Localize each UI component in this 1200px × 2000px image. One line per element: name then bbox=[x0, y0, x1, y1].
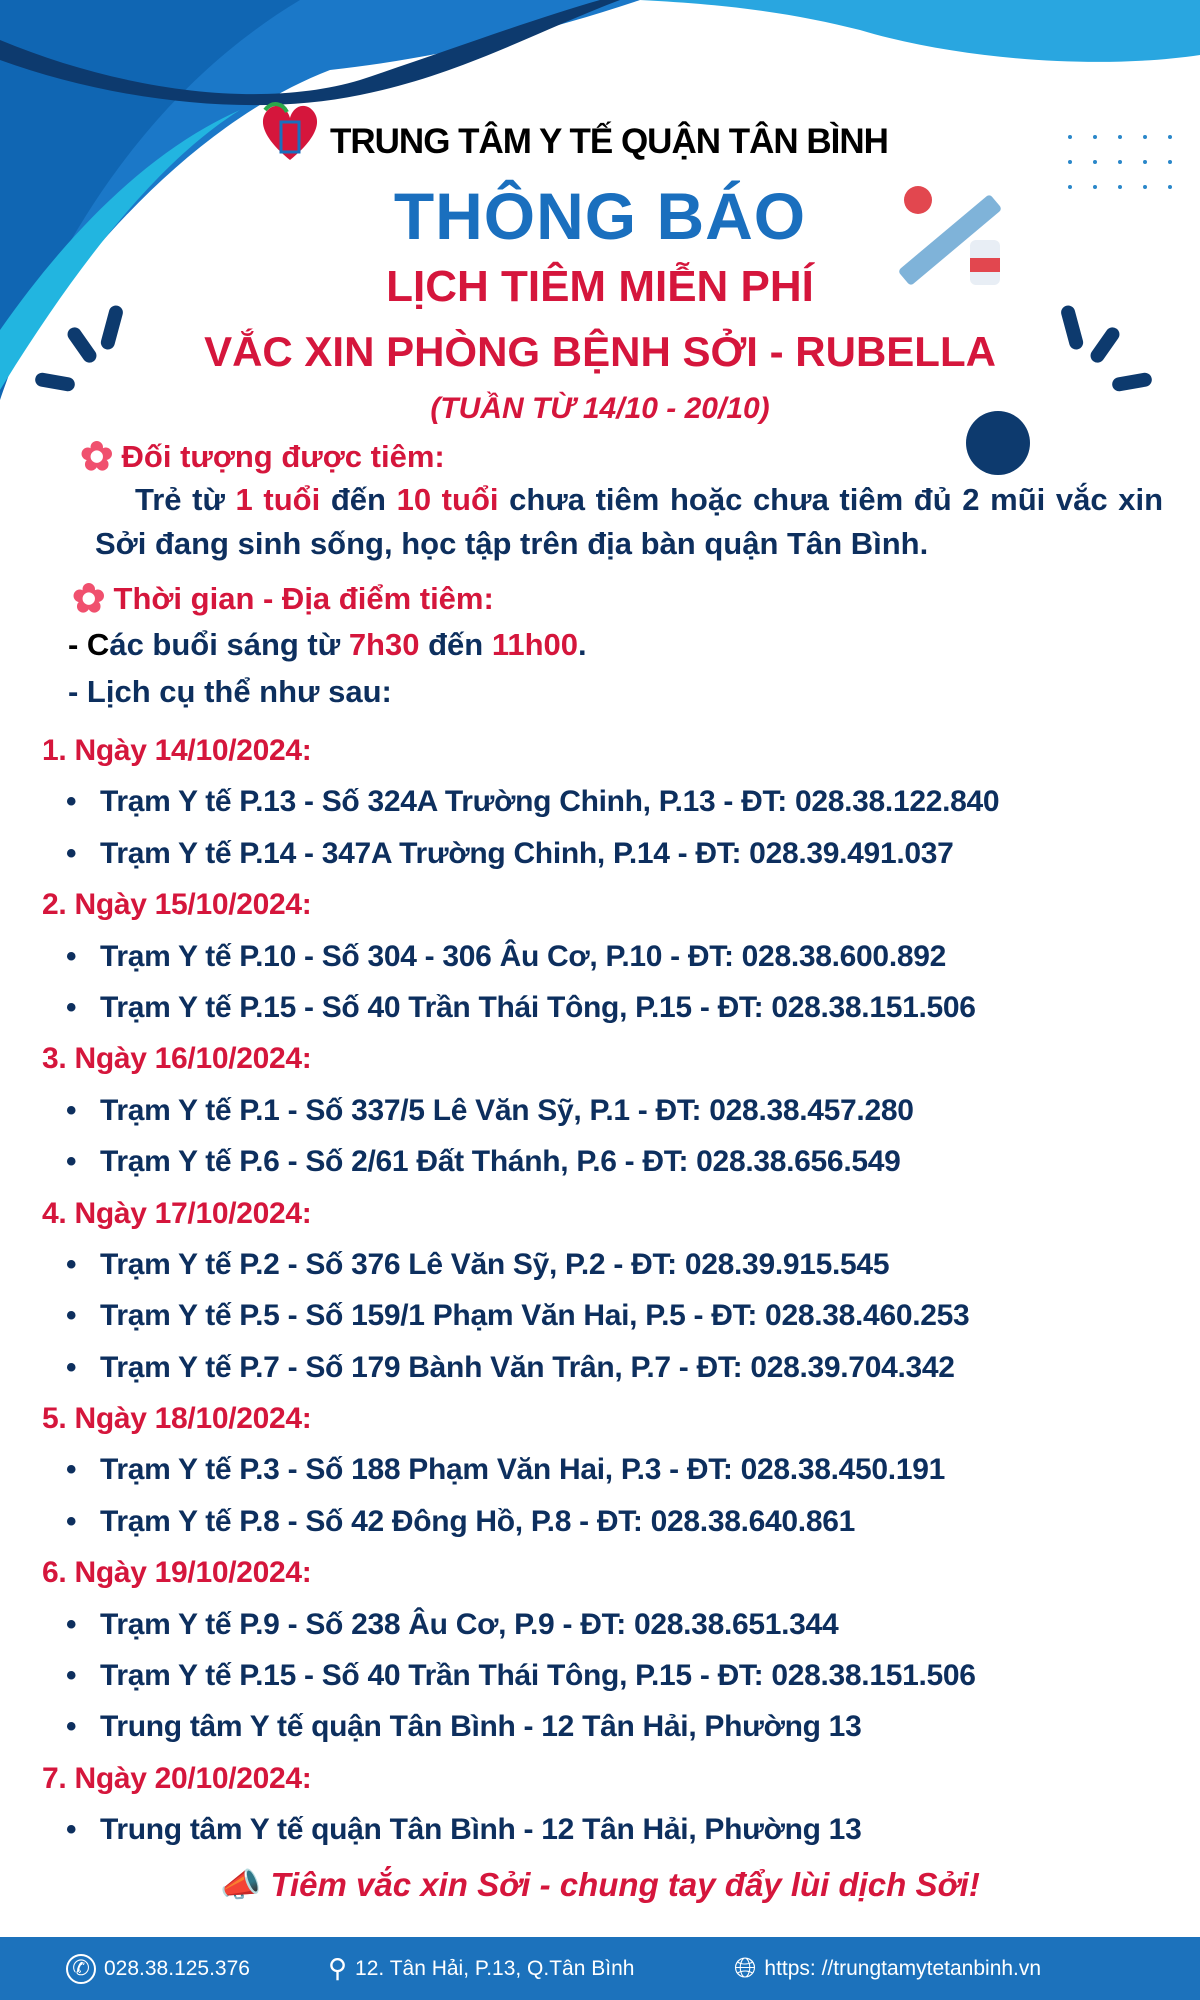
schedule-location: • Trạm Y tế P.9 - Số 238 Âu Cơ, P.9 - ĐT: 028.38.651.344 bbox=[42, 1599, 1192, 1650]
footer-phone[interactable] bbox=[66, 1954, 250, 1984]
time-heading bbox=[72, 576, 494, 622]
schedule-location: • Trạm Y tế P.1 - Số 337/5 Lê Văn Sỹ, P.1 - ĐT: 028.38.457.280 bbox=[42, 1085, 1192, 1136]
subtitle-vaccine: VẮC XIN PHÒNG BỆNH SỞI - RUBELLA bbox=[204, 328, 996, 375]
text: Trẻ từ bbox=[135, 482, 236, 517]
phone-text: 028.38.125.376 bbox=[104, 1956, 250, 1980]
text: ác buổi sáng từ bbox=[109, 627, 349, 662]
schedule-location: • Trạm Y tế P.3 - Số 188 Phạm Văn Hai, P.3 - ĐT: 028.38.450.191 bbox=[42, 1444, 1192, 1495]
slogan-text: Tiêm vắc xin Sởi - chung tay đẩy lùi dịch Sởi! bbox=[270, 1866, 980, 1903]
schedule-location: • Trạm Y tế P.8 - Số 42 Đông Hồ, P.8 - ĐT: 028.38.640.861 bbox=[42, 1496, 1192, 1547]
phone-icon: ✆ bbox=[66, 1954, 96, 1984]
slogan bbox=[0, 1866, 1200, 1905]
age-min: 1 tuổi bbox=[235, 482, 321, 517]
schedule-intro: - Lịch cụ thể như sau: bbox=[68, 674, 392, 709]
time-heading-text: Thời gian - Địa điểm tiêm: bbox=[113, 581, 494, 616]
schedule-location: • Trạm Y tế P.14 - 347A Trường Chinh, P.14 - ĐT: 028.39.491.037 bbox=[42, 828, 1192, 879]
time-hours bbox=[68, 627, 587, 663]
footer-address bbox=[328, 1953, 634, 1984]
text: đến bbox=[419, 627, 492, 662]
start-time: 7h30 bbox=[348, 627, 420, 662]
schedule-date: 2. Ngày 15/10/2024: bbox=[42, 888, 312, 922]
target-description bbox=[95, 478, 1163, 566]
footer-bar bbox=[0, 1937, 1200, 2000]
schedule-location: • Trạm Y tế P.2 - Số 376 Lê Văn Sỹ, P.2 - ĐT: 028.39.915.545 bbox=[42, 1239, 1192, 1290]
text: đến bbox=[320, 482, 397, 517]
globe-icon: 🌐︎ bbox=[734, 1952, 757, 1983]
page-title: THÔNG BÁO bbox=[393, 179, 807, 253]
footer-website[interactable] bbox=[734, 1952, 1041, 1985]
website-link[interactable]: https: //trungtamytetanbinh.vn bbox=[764, 1956, 1042, 1980]
text: chưa tiêm hoặc chưa tiêm đủ 2 mũi vắc xin Sởi đang sinh sống, học tập trên địa bàn quận Tân Bình. bbox=[95, 482, 1163, 561]
schedule-date: 6. Ngày 19/10/2024: bbox=[42, 1556, 312, 1590]
schedule-location: • Trạm Y tế P.15 - Số 40 Trần Thái Tông, P.15 - ĐT: 028.38.151.506 bbox=[42, 982, 1192, 1033]
age-max: 10 tuổi bbox=[396, 482, 499, 517]
end-time: 11h00 bbox=[491, 627, 579, 662]
schedule-location: • Trung tâm Y tế quận Tân Bình - 12 Tân Hải, Phường 13 bbox=[42, 1804, 1192, 1855]
schedule-list bbox=[42, 725, 1192, 1856]
week-range: (TUẦN TỪ 14/10 - 20/10) bbox=[430, 392, 770, 425]
schedule-location: • Trạm Y tế P.13 - Số 324A Trường Chinh, P.13 - ĐT: 028.38.122.840 bbox=[42, 776, 1192, 827]
schedule-date: 5. Ngày 18/10/2024: bbox=[42, 1402, 312, 1436]
schedule-date: 4. Ngày 17/10/2024: bbox=[42, 1196, 312, 1230]
target-heading bbox=[80, 434, 445, 480]
schedule-location: • Trạm Y tế P.5 - Số 159/1 Phạm Văn Hai, P.5 - ĐT: 028.38.460.253 bbox=[42, 1290, 1192, 1341]
logo bbox=[255, 100, 325, 168]
megaphone-icon: 📣 bbox=[220, 1866, 262, 1903]
schedule-date: 7. Ngày 20/10/2024: bbox=[42, 1761, 312, 1795]
text: - C bbox=[68, 627, 110, 662]
schedule-date: 1. Ngày 14/10/2024: bbox=[42, 734, 312, 767]
text: . bbox=[578, 627, 587, 662]
schedule-date: 3. Ngày 16/10/2024: bbox=[42, 1042, 312, 1076]
address-text: 12. Tân Hải, P.13, Q.Tân Bình bbox=[355, 1956, 635, 1980]
flower-icon: ✿ bbox=[80, 435, 114, 479]
schedule-location: • Trạm Y tế P.15 - Số 40 Trần Thái Tông, P.15 - ĐT: 028.38.151.506 bbox=[42, 1650, 1192, 1701]
schedule-location: • Trạm Y tế P.6 - Số 2/61 Đất Thánh, P.6 - ĐT: 028.38.656.549 bbox=[42, 1136, 1192, 1187]
schedule-location: • Trung tâm Y tế quận Tân Bình - 12 Tân Hải, Phường 13 bbox=[42, 1701, 1192, 1752]
target-heading-text: Đối tượng được tiêm: bbox=[121, 439, 445, 474]
organization-name: TRUNG TÂM Y TẾ QUẬN TÂN BÌNH bbox=[330, 122, 888, 161]
schedule-location: • Trạm Y tế P.10 - Số 304 - 306 Âu Cơ, P.10 - ĐT: 028.38.600.892 bbox=[42, 931, 1192, 982]
flower-icon: ✿ bbox=[72, 577, 106, 621]
schedule-location: • Trạm Y tế P.7 - Số 179 Bành Văn Trân, P.7 - ĐT: 028.39.704.342 bbox=[42, 1342, 1192, 1393]
subtitle-free-schedule: LỊCH TIÊM MIỄN PHÍ bbox=[386, 262, 814, 311]
location-pin-icon: ⚲ bbox=[328, 1953, 348, 1983]
